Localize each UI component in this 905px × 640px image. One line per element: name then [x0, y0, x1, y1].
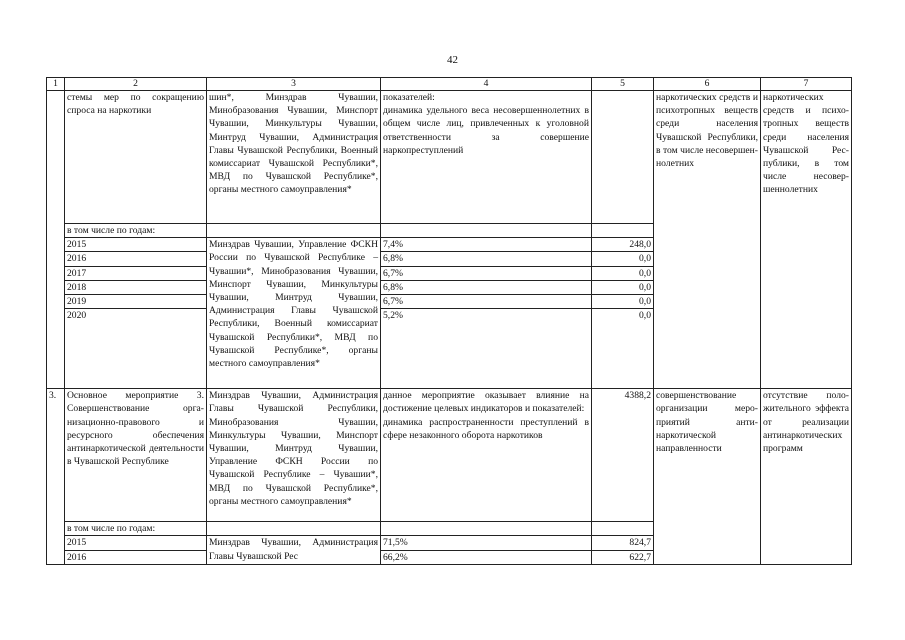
header-row — [47, 78, 852, 91]
year-cell: 2016 — [65, 252, 207, 266]
executors-cell: шин*, Минздрав Чувашии, Минобразования Чувашии, Минспорт Чувашии, Минкультуры Чувашии, Минтруд Чувашии, Администрация Главы Чувашской Республики, Военный комиссариат Чувашской Республики*, МВД по Чувашской Республике*, органы местного самоуправления* — [207, 91, 381, 224]
indicators-cell: показателей: динамика удельного веса несовершеннолетних в общем числе лиц, привлеченных к уголовной ответственности за совершение наркопреступлений — [381, 91, 592, 224]
year-cell: 2019 — [65, 295, 207, 309]
pct-cell: 6,8% — [381, 252, 592, 266]
amount-cell: 0,0 — [592, 280, 654, 294]
empty-cell — [207, 224, 381, 238]
amount-cell: 0,0 — [592, 266, 654, 280]
year-cell: 2015 — [65, 238, 207, 252]
header-cell: 6 — [654, 78, 761, 91]
measures-table-wrapper — [46, 77, 851, 565]
year-cell: 2017 — [65, 266, 207, 280]
empty-cell — [381, 522, 592, 536]
year-executors-cell: Минздрав Чувашии, Администрация Главы Чувашской Рес — [207, 536, 381, 564]
amount-cell: 4388,2 — [592, 389, 654, 522]
amount-cell: 248,0 — [592, 238, 654, 252]
amount-cell: 0,0 — [592, 252, 654, 266]
pct-cell: 6,7% — [381, 295, 592, 309]
empty-cell — [592, 522, 654, 536]
consequences-cell: наркотических средств и психотропных веществ среди населения Чувашской Республики, в том числе несовершеннолетних — [761, 91, 852, 389]
measures-table — [46, 77, 852, 565]
header-cell: 7 — [761, 78, 852, 91]
pct-cell: 66,2% — [381, 550, 592, 564]
year-executors-cell: Минздрав Чувашии, Управление ФСКН России по Чувашской Республике – Чувашии*, Минобразования Чувашии, Минспорт Чувашии, Минкультуры Чувашии, Минтруд Чувашии, Администрация Главы Чувашской Республики, Военный комиссариат Чувашской Республики*, МВД по Чувашской Республике*, органы местного самоуправления* — [207, 238, 381, 389]
empty-cell — [207, 522, 381, 536]
header-cell: 4 — [381, 78, 592, 91]
expected-result-cell: наркотических средств и психотропных веществ среди населения Чувашской Республики, в том числе несовершеннолетних — [654, 91, 761, 389]
pct-cell: 7,4% — [381, 238, 592, 252]
amount-cell: 0,0 — [592, 309, 654, 389]
measure-name-cell: стемы мер по сокращению спроса на наркотики — [65, 91, 207, 224]
row-number-cell: 3. — [47, 389, 65, 565]
pct-cell: 71,5% — [381, 536, 592, 550]
block2-main-row — [47, 389, 852, 522]
measure-name-cell: Основное мероприятие 3. Совершенствование организационно-правового и ресурсного обеспечения антинаркотической деятельности в Чувашской Республике — [65, 389, 207, 522]
empty-cell — [592, 224, 654, 238]
page-number: 42 — [447, 54, 458, 66]
pct-cell: 5,2% — [381, 309, 592, 389]
amount-cell: 622,7 — [592, 550, 654, 564]
years-label: в том числе по годам: — [65, 224, 207, 238]
expected-result-cell: совершенствование организации мероприятий антинаркотической направленности — [654, 389, 761, 565]
pct-cell: 6,7% — [381, 266, 592, 280]
amount-cell — [592, 91, 654, 224]
year-cell: 2020 — [65, 309, 207, 389]
year-cell: 2016 — [65, 550, 207, 564]
amount-cell: 824,7 — [592, 536, 654, 550]
header-cell: 5 — [592, 78, 654, 91]
year-cell: 2018 — [65, 280, 207, 294]
years-label: в том числе по годам: — [65, 522, 207, 536]
empty-cell — [381, 224, 592, 238]
consequences-cell: отсутствие положительного эффекта от реализации антинаркотических программ — [761, 389, 852, 565]
indicators-cell: данное мероприятие оказывает влияние на достижение целевых индикаторов и показателей: динамика распространенности преступлений в сфере незаконного оборота наркотиков — [381, 389, 592, 522]
row-number-cell — [47, 91, 65, 389]
pct-cell: 6,8% — [381, 280, 592, 294]
block1-main-row — [47, 91, 852, 224]
year-cell: 2015 — [65, 536, 207, 550]
amount-cell: 0,0 — [592, 295, 654, 309]
executors-cell: Минздрав Чувашии, Администрация Главы Чувашской Республики, Минобразования Чувашии, Минкультуры Чувашии, Минспорт Чувашии, Минтруд Чувашии, Управление ФСКН России по Чувашской Республике – Чувашии*, МВД по Чувашской Республике*, органы местного самоуправления* — [207, 389, 381, 522]
header-cell: 1 — [47, 78, 65, 91]
header-cell: 2 — [65, 78, 207, 91]
header-cell: 3 — [207, 78, 381, 91]
